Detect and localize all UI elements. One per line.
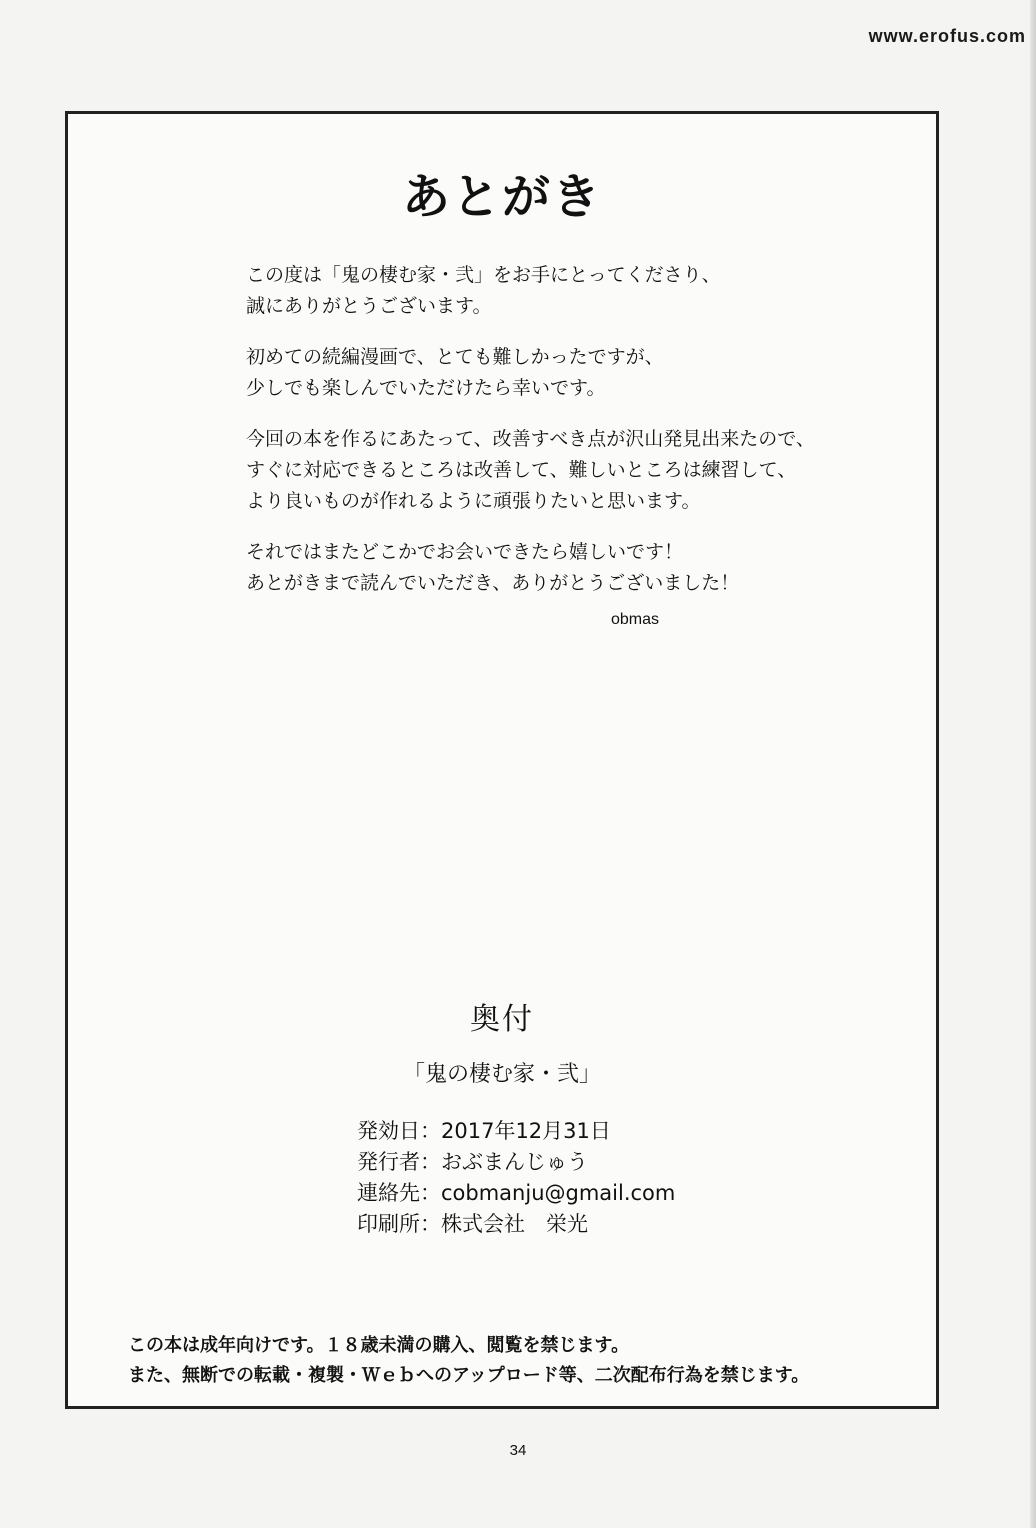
row-label: 発効日： <box>357 1119 441 1143</box>
afterword-paragraph <box>246 537 906 599</box>
watermark: www.erofus.com <box>868 26 1026 46</box>
row-label: 連絡先： <box>357 1181 441 1205</box>
row-value: cobmanju@gmail.com <box>441 1181 676 1205</box>
colophon-list <box>357 1116 675 1240</box>
afterword-paragraph <box>246 260 906 322</box>
text-line: より良いものが作れるように頑張りたいと思います。 <box>246 490 701 512</box>
text-line: 少しでも楽しんでいただけたら幸いです。 <box>246 377 606 399</box>
colophon-row-printer <box>357 1209 675 1240</box>
page-frame <box>65 111 939 1409</box>
text-line: 誠にありがとうございます。 <box>246 295 492 317</box>
row-value: 2017年12月31日 <box>441 1119 611 1143</box>
colophon-row-date <box>357 1116 675 1147</box>
notice-line: また、無断での転載・複製・Ｗｅｂへのアップロード等、二次配布行為を禁じます。 <box>128 1365 810 1386</box>
row-label: 発行者： <box>357 1150 441 1174</box>
row-value: おぶまんじゅう <box>441 1150 588 1174</box>
notice-line: この本は成年向けです。１８歳未満の購入、閲覧を禁じます。 <box>128 1335 630 1356</box>
page-number: 34 <box>509 1442 527 1459</box>
text-line: すぐに対応できるところは改善して、難しいところは練習して、 <box>246 459 797 481</box>
afterword-paragraph <box>246 424 906 517</box>
colophon-row-publisher <box>357 1147 675 1178</box>
age-restriction-notice <box>128 1331 809 1391</box>
text-line: 初めての続編漫画で、とても難しかったですが、 <box>246 346 664 368</box>
afterword-title: あとがき <box>401 169 602 225</box>
text-line: あとがきまで読んでいただき、ありがとうございました！ <box>246 572 740 594</box>
text-line: この度は「鬼の棲む家・弐」をお手にとってくださり、 <box>246 264 721 286</box>
author-signature: obmas <box>611 611 660 628</box>
row-value: 株式会社 栄光 <box>441 1212 588 1236</box>
row-label: 印刷所： <box>357 1212 441 1236</box>
colophon-heading: 奥付 <box>470 1002 534 1037</box>
text-line: 今回の本を作るにあたって、改善すべき点が沢山発見出来たので、 <box>246 428 815 450</box>
colophon-row-contact <box>357 1178 675 1209</box>
page-edge-shadow <box>1030 0 1036 1528</box>
book-title: 「鬼の棲む家・弐」 <box>402 1062 601 1087</box>
text-line: それではまたどこかでお会いできたら嬉しいです！ <box>246 541 684 563</box>
afterword-body <box>246 260 906 619</box>
afterword-paragraph <box>246 342 906 404</box>
